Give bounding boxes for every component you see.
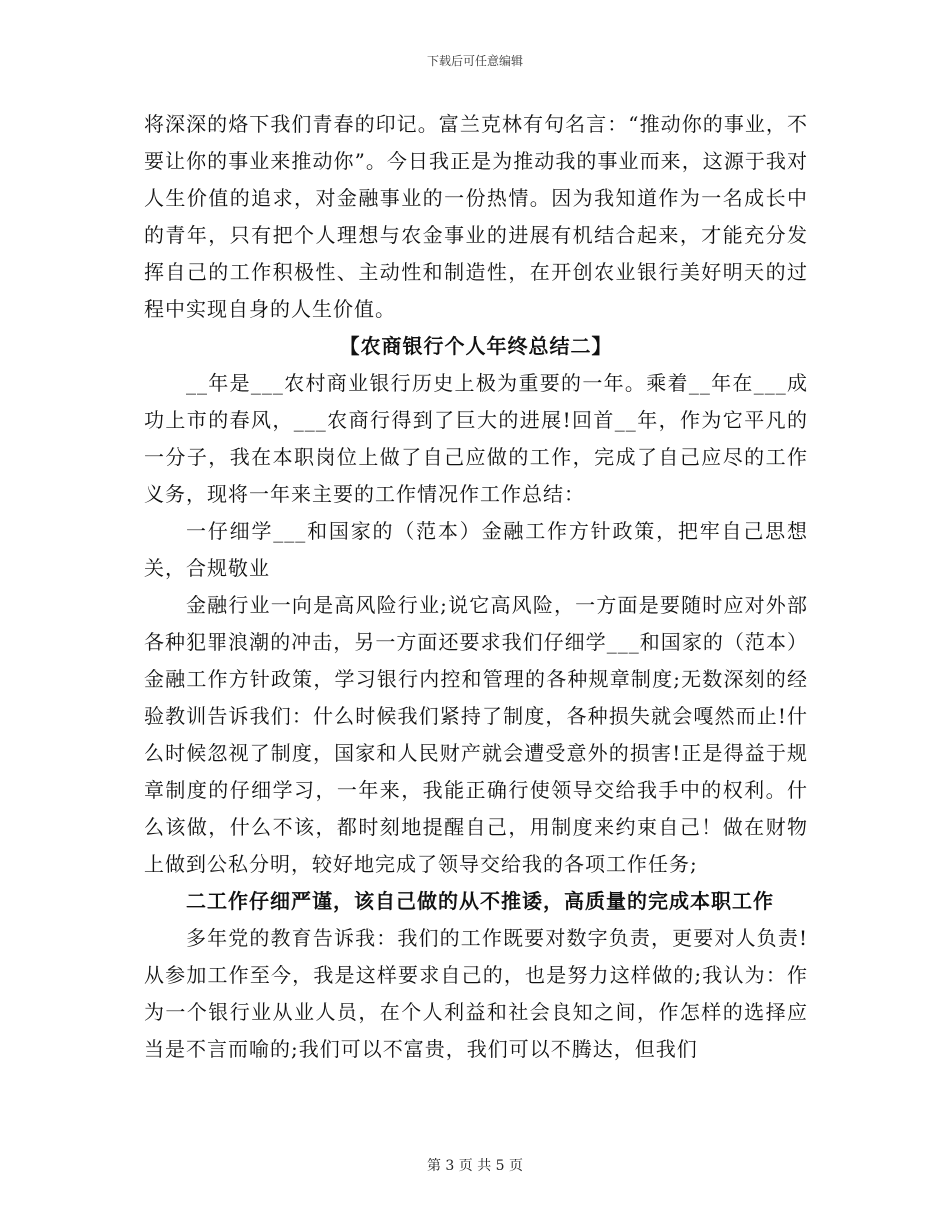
document-body [144,106,808,1068]
page-header: 下载后可任意编辑 [426,54,523,68]
paragraph-overview: __年是___农村商业银行历史上极为重要的一年。乘着__年在___成功上市的春风，___农商行得到了巨大的进展!回首__年，作为它平凡的一分子，我在本职岗位上做了自己应做的工作，完成了自己应尽的工作义务，现将一年来主要的工作情况作工作总结： [144,371,808,506]
page-footer: 第 3 页 共 5 页 [426,1158,524,1174]
subheading-point-two: 二工作仔细严谨，该自己做的从不推诿，高质量的完成本职工作 [186,889,774,913]
paragraph-point-one: 一仔细学___和国家的（范本）金融工作方针政策，把牢自己思想关，合规敬业 [144,519,808,580]
section-title: 【农商银行个人年终总结二】 [339,334,613,358]
paragraph-intro: 将深深的烙下我们青春的印记。富兰克林有句名言：“推动你的事业，不要让你的事业来推动你”。今日我正是为推动我的事业而来，这源于我对人生价值的追求，对金融事业的一份热情。因为我知道作为一名成长中的青年，只有把个人理想与农金事业的进展有机结合起来，才能充分发挥自己的工作积极性、主动性和制造性，在开创农业银行美好明天的过程中实现自身的人生价值。 [144,112,808,321]
paragraph-risk: 金融行业一向是高风险行业;说它高风险，一方面是要随时应对外部各种犯罪浪潮的冲击，另一方面还要求我们仔细学___和国家的（范本）金融工作方针政策，学习银行内控和管理的各种规章制度;无数深刻的经验教训告诉我们：什么时候我们紧持了制度，各种损失就会嘎然而止!什么时候忽视了制度，国家和人民财产就会遭受意外的损害!正是得益于规章制度的仔细学习，一年来，我能正确行使领导交给我手中的权利。什么该做，什么不该，都时刻地提醒自己，用制度来约束自己！做在财物上做到公私分明，较好地完成了领导交给我的各项工作任务; [144,593,808,876]
paragraph-education: 多年党的教育告诉我：我们的工作既要对数字负责，更要对人负责!从参加工作至今，我是这样要求自己的，也是努力这样做的;我认为：作为一个银行业从业人员，在个人利益和社会良知之间，作怎样的选择应当是不言而喻的;我们可以不富贵，我们可以不腾达，但我们 [144,926,808,1061]
